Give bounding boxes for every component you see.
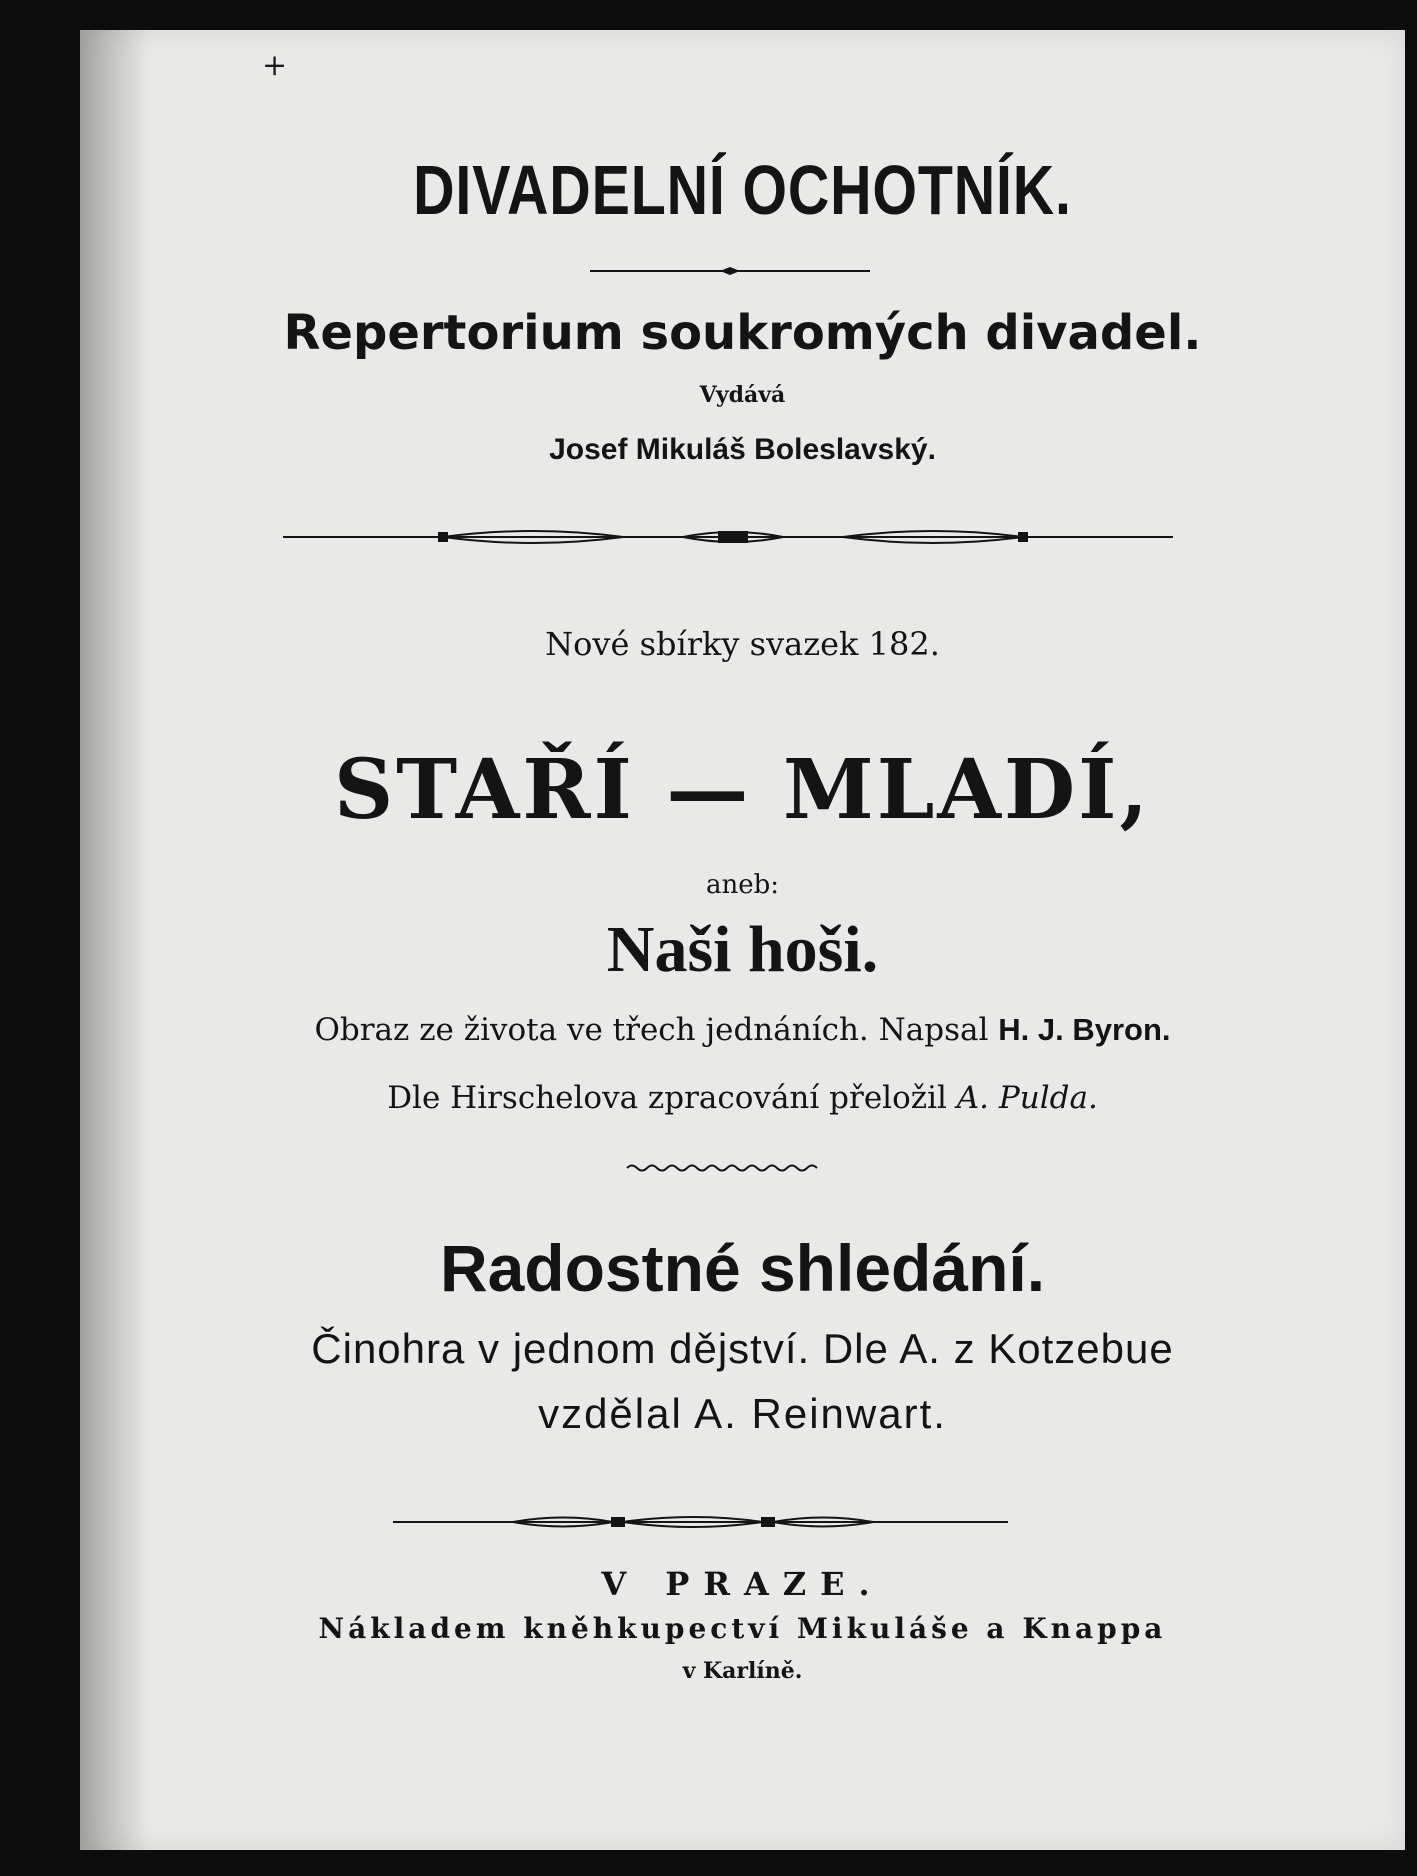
series-subtitle: Repertorium soukromých divadel. — [283, 305, 1202, 361]
play1-translator: A. Pulda. — [956, 1080, 1098, 1116]
imprint-place: V PRAZE. — [601, 1565, 884, 1603]
play1-title: STAŘÍ — MLADÍ, — [333, 742, 1152, 838]
imprint-publisher: Nákladem kněhkupectví Mikuláše a Knappa — [318, 1612, 1167, 1645]
play2-description-line1: Činohra v jednom dějství. Dle A. z Kotzebue — [311, 1325, 1174, 1372]
series-title: DIVADELNÍ OCHOTNÍK. — [413, 151, 1072, 229]
imprint-city: v Karlíně. — [682, 1658, 803, 1684]
play1-author: H. J. Byron. — [998, 1012, 1171, 1047]
play1-alt-title: Naši hoši. — [606, 913, 879, 986]
play2-description-line2: vzdělal A. Reinwart. — [538, 1390, 947, 1437]
play1-connector: aneb: — [705, 870, 780, 900]
divider-ornament-1 — [590, 265, 870, 277]
play1-adaptation — [80, 1080, 1405, 1116]
play1-desc-text: Obraz ze života ve třech jednáních. Napsal — [314, 1012, 989, 1048]
ink-mark: + — [262, 48, 288, 83]
divider-ornament-2 — [283, 525, 1173, 549]
play2-title: Radostné shledání. — [439, 1231, 1046, 1305]
play1-adapt-text: Dle Hirschelova zpracování přeložil — [387, 1080, 947, 1116]
publisher-label: Vydává — [699, 382, 786, 408]
divider-ornament-3 — [393, 1512, 1008, 1532]
editor-name: Josef Mikuláš Boleslavský. — [549, 433, 936, 466]
volume-number: Nové sbírky svazek 182. — [545, 625, 940, 663]
play1-description — [80, 1012, 1405, 1048]
wavy-divider — [627, 1163, 817, 1173]
